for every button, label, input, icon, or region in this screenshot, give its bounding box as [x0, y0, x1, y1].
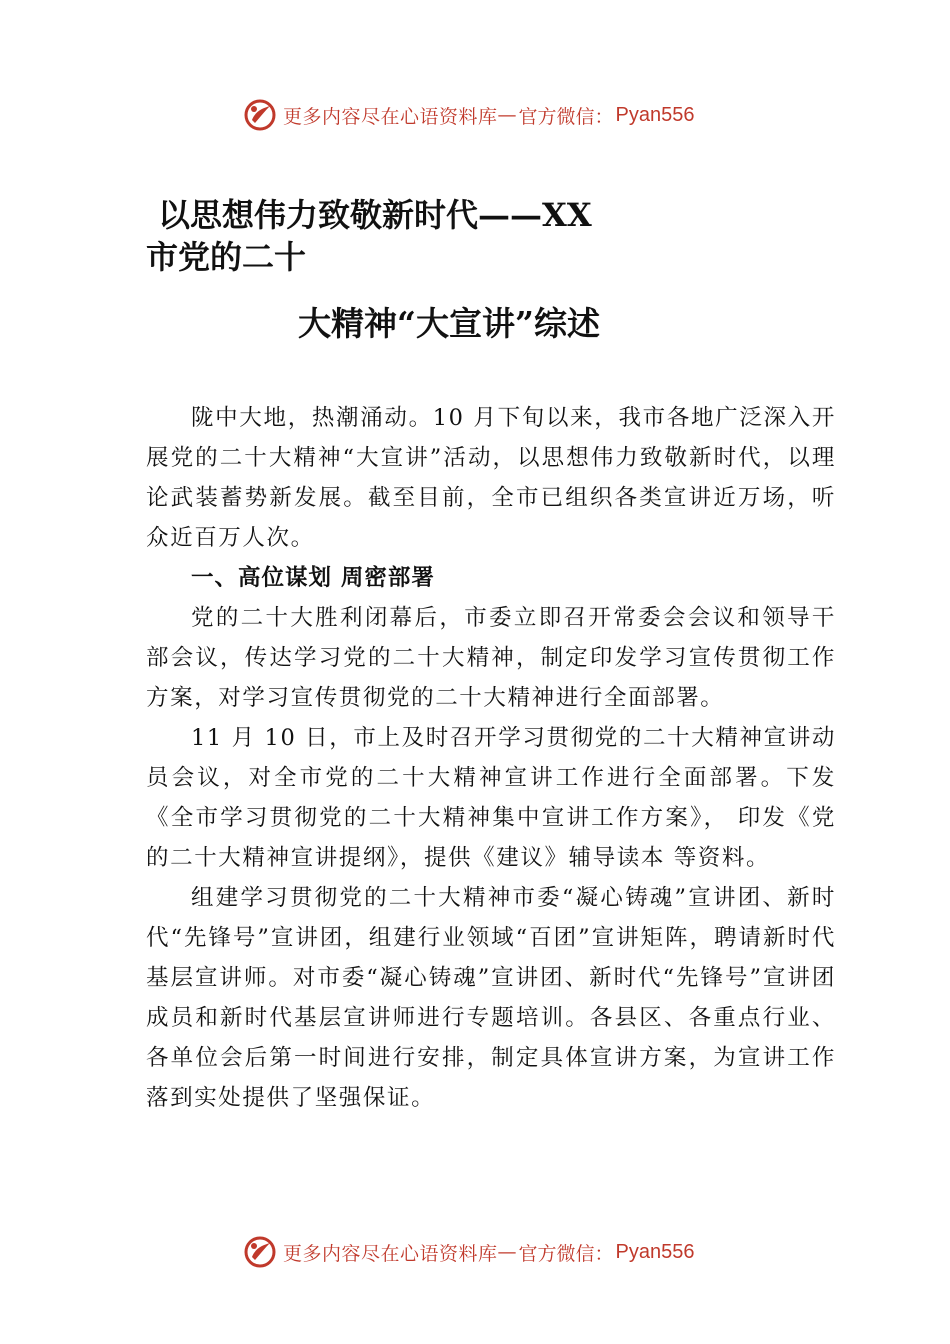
article-body — [146, 398, 836, 1118]
banner-separator: — — [497, 1241, 517, 1263]
banner-wechat-id: Pyan556 — [615, 103, 695, 126]
title-line-1: 以思想伟力致敬新时代——XX — [158, 196, 592, 234]
header-banner — [243, 95, 763, 135]
footer-banner — [243, 1232, 763, 1272]
paragraph-2: 党的二十大胜利闭幕后，市委立即召开常委会会议和领导干部会议，传达学习党的二十大精神，制定印发学习宣传贯彻工作方案，对学习宣传贯彻党的二十大精神进行全面部署。 — [146, 605, 836, 711]
title-line-3: 大精神“大宣讲”综述 — [298, 304, 600, 343]
banner-wechat-label: 官方微信： — [518, 105, 614, 128]
banner-separator: — — [497, 104, 517, 126]
title-line-2: 市党的二十 — [146, 238, 307, 276]
banner-wechat-id: Pyan556 — [615, 1240, 695, 1263]
banner-text: 更多内容尽在心语资料库 — [283, 1242, 498, 1265]
brand-logo-icon — [243, 98, 277, 132]
paragraph-4: 组建学习贯彻党的二十大精神市委“凝心铸魂”宣讲团、新时代“先锋号”宣讲团，组建行业领域“百团”宣讲矩阵，聘请新时代基层宣讲师。对市委“凝心铸魂”宣讲团、新时代“先锋号”宣讲团成员和新时代基层宣讲师进行专题培训。各县区、各重点行业、各单位会后第一时间进行安排，制定具体宣讲方案，为宣讲工作落到实处提供了坚强保证。 — [146, 885, 836, 1111]
brand-logo-icon — [243, 1235, 277, 1269]
section-heading-1: 一、高位谋划 周密部署 — [191, 565, 435, 591]
banner-wechat-label: 官方微信： — [518, 1242, 614, 1265]
paragraph-1: 陇中大地，热潮涌动。10 月下旬以来，我市各地广泛深入开展党的二十大精神“大宣讲”活动，以思想伟力致敬新时代，以理论武装蓄势新发展。截至目前，全市已组织各类宣讲近万场，听众近百万人次。 — [146, 405, 836, 551]
paragraph-3: 11 月 10 日，市上及时召开学习贯彻党的二十大精神宣讲动员会议，对全市党的二十大精神宣讲工作进行全面部署。下发《全市学习贯彻党的二十大精神集中宣讲工作方案》， 印发《党的二十大精神宣讲提纲》，提供《建议》辅导读本 等资料。 — [146, 725, 836, 871]
banner-text: 更多内容尽在心语资料库 — [283, 105, 498, 128]
